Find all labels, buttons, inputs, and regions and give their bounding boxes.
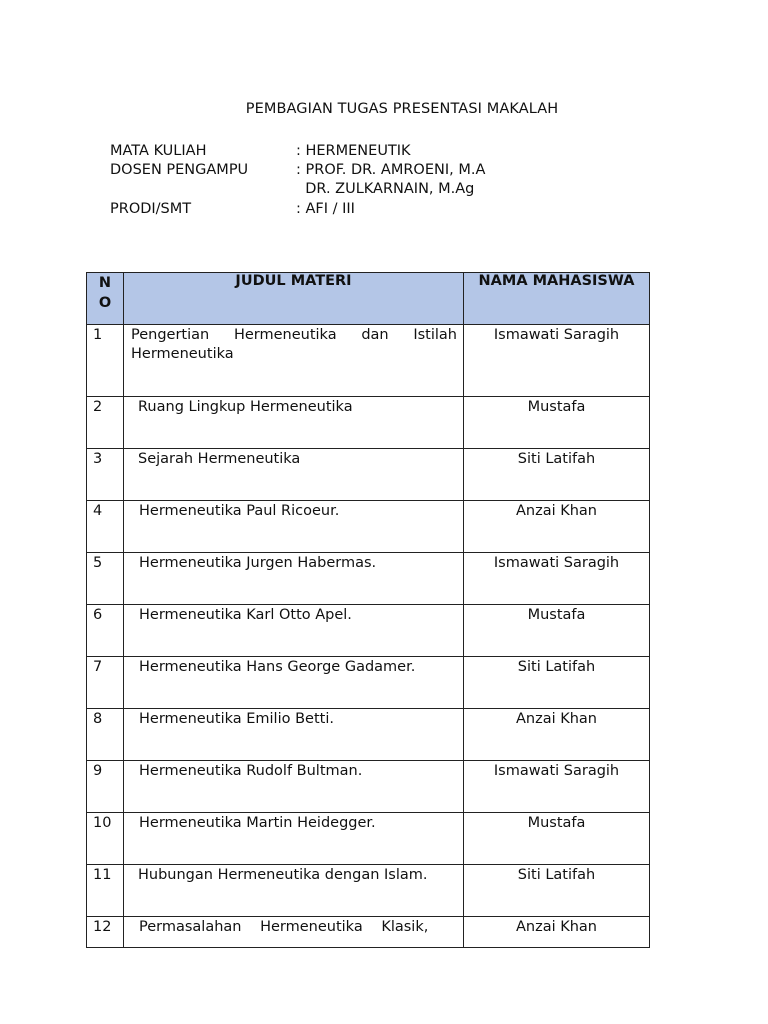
row-nama: Siti Latifah — [464, 449, 650, 501]
table-row — [87, 501, 650, 553]
table-row — [87, 449, 650, 501]
row-no: 10 — [87, 813, 124, 865]
row-no: 1 — [87, 325, 124, 397]
row-no: 3 — [87, 449, 124, 501]
table-row — [87, 709, 650, 761]
table-header-row — [87, 273, 650, 325]
row-no: 4 — [87, 501, 124, 553]
row-no: 2 — [87, 397, 124, 449]
row-nama: Anzai Khan — [464, 709, 650, 761]
row-nama: Anzai Khan — [464, 917, 650, 948]
row-nama: Mustafa — [464, 397, 650, 449]
row-no: 12 — [87, 917, 124, 948]
info-label: MATA KULIAH — [110, 143, 207, 159]
row-nama: Siti Latifah — [464, 657, 650, 709]
row-judul: Hermeneutika Jurgen Habermas. — [124, 553, 464, 605]
row-nama: Ismawati Saragih — [464, 325, 650, 397]
assignment-table — [86, 272, 650, 948]
info-value: : HERMENEUTIK — [296, 143, 411, 159]
header-no: NO — [87, 273, 124, 325]
document-title: PEMBAGIAN TUGAS PRESENTASI MAKALAH — [245, 101, 559, 117]
row-no: 9 — [87, 761, 124, 813]
row-judul: Pengertian Hermeneutika dan Istilah Hermeneutika — [124, 325, 464, 397]
header-nama-mahasiswa: NAMA MAHASISWA — [464, 273, 650, 325]
row-judul: Ruang Lingkup Hermeneutika — [124, 397, 464, 449]
row-judul: Hermeneutika Martin Heidegger. — [124, 813, 464, 865]
info-value: DR. ZULKARNAIN, M.Ag — [296, 181, 475, 197]
info-label: PRODI/SMT — [110, 201, 192, 217]
row-judul: Hermeneutika Karl Otto Apel. — [124, 605, 464, 657]
table-row — [87, 865, 650, 917]
row-judul: Hermeneutika Paul Ricoeur. — [124, 501, 464, 553]
row-nama: Ismawati Saragih — [464, 761, 650, 813]
row-judul: Hubungan Hermeneutika dengan Islam. — [124, 865, 464, 917]
row-judul: Sejarah Hermeneutika — [124, 449, 464, 501]
info-value: : AFI / III — [296, 201, 355, 217]
row-nama: Mustafa — [464, 813, 650, 865]
row-no: 11 — [87, 865, 124, 917]
table-row — [87, 917, 650, 948]
row-judul: Hermeneutika Hans George Gadamer. — [124, 657, 464, 709]
table-row — [87, 813, 650, 865]
table-row — [87, 605, 650, 657]
row-judul: Permasalahan Hermeneutika Klasik, — [124, 917, 464, 948]
info-label: DOSEN PENGAMPU — [110, 162, 249, 178]
table-row — [87, 553, 650, 605]
row-no: 6 — [87, 605, 124, 657]
header-judul-materi: JUDUL MATERI — [124, 273, 464, 325]
row-no: 5 — [87, 553, 124, 605]
row-judul: Hermeneutika Emilio Betti. — [124, 709, 464, 761]
row-nama: Siti Latifah — [464, 865, 650, 917]
table-row — [87, 397, 650, 449]
row-no: 8 — [87, 709, 124, 761]
row-nama: Ismawati Saragih — [464, 553, 650, 605]
row-no: 7 — [87, 657, 124, 709]
table-row — [87, 657, 650, 709]
row-nama: Anzai Khan — [464, 501, 650, 553]
row-nama: Mustafa — [464, 605, 650, 657]
row-judul: Hermeneutika Rudolf Bultman. — [124, 761, 464, 813]
table-row — [87, 761, 650, 813]
table-row — [87, 325, 650, 397]
info-value: : PROF. DR. AMROENI, M.A — [296, 162, 486, 178]
